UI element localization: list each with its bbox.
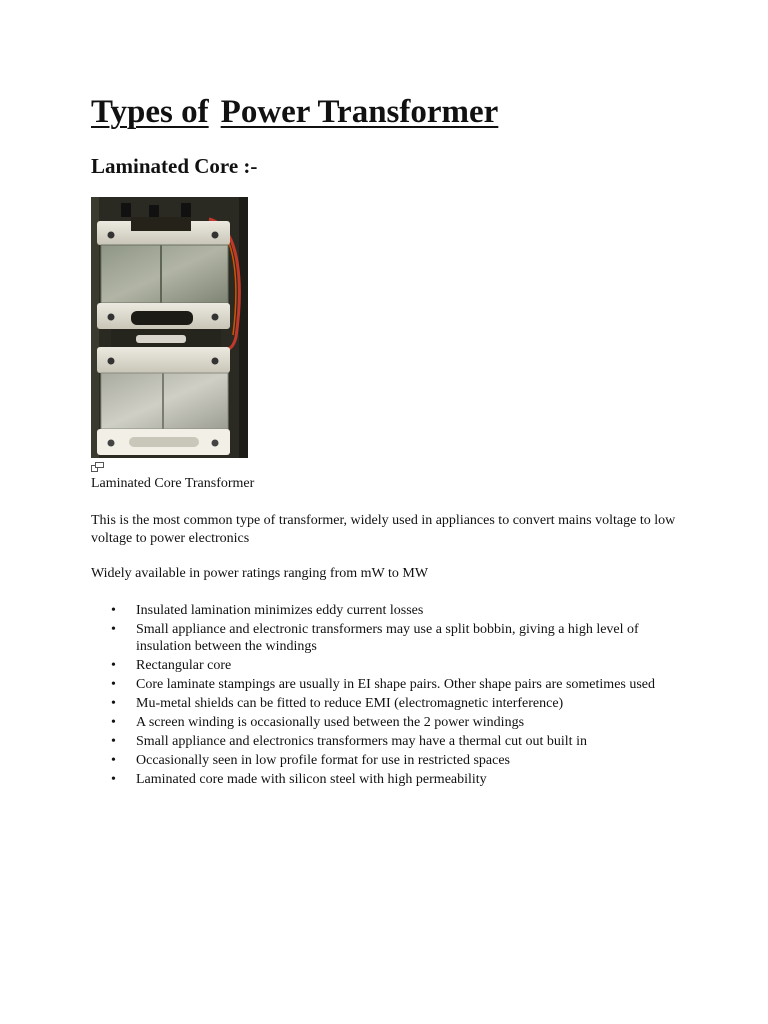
title-part-types-of: Types of	[91, 94, 209, 130]
list-item: • Laminated core made with silicon steel with high permeability	[91, 771, 691, 788]
intro-paragraph: This is the most common type of transformer, widely used in appliances to convert mains voltage to low voltage to power electronics	[91, 513, 676, 546]
image-resize-icon[interactable]	[91, 459, 105, 469]
transformer-photo	[91, 197, 248, 458]
list-item: • Small appliance and electronic transformers may use a split bobbin, giving a high level of insulation between the windings	[91, 621, 691, 655]
list-item: • Insulated lamination minimizes eddy current losses	[91, 602, 691, 619]
page-title	[91, 94, 498, 130]
list-item: • Small appliance and electronics transformers may have a thermal cut out built in	[91, 733, 691, 750]
feature-list	[91, 602, 691, 790]
title-part-power-transformer: Power Transformer	[220, 94, 499, 130]
list-item: • Mu-metal shields can be fitted to reduce EMI (electromagnetic interference)	[91, 695, 691, 712]
power-rating-paragraph: Widely available in power ratings ranging from mW to MW	[91, 566, 429, 581]
list-item: • A screen winding is occasionally used between the 2 power windings	[91, 714, 691, 731]
list-item: • Occasionally seen in low profile format for use in restricted spaces	[91, 752, 691, 769]
list-item: • Rectangular core	[91, 657, 691, 674]
figure-caption: Laminated Core Transformer	[91, 476, 255, 491]
list-item: • Core laminate stampings are usually in EI shape pairs. Other shape pairs are sometimes used	[91, 676, 691, 693]
section-heading: Laminated Core :-	[91, 154, 258, 178]
